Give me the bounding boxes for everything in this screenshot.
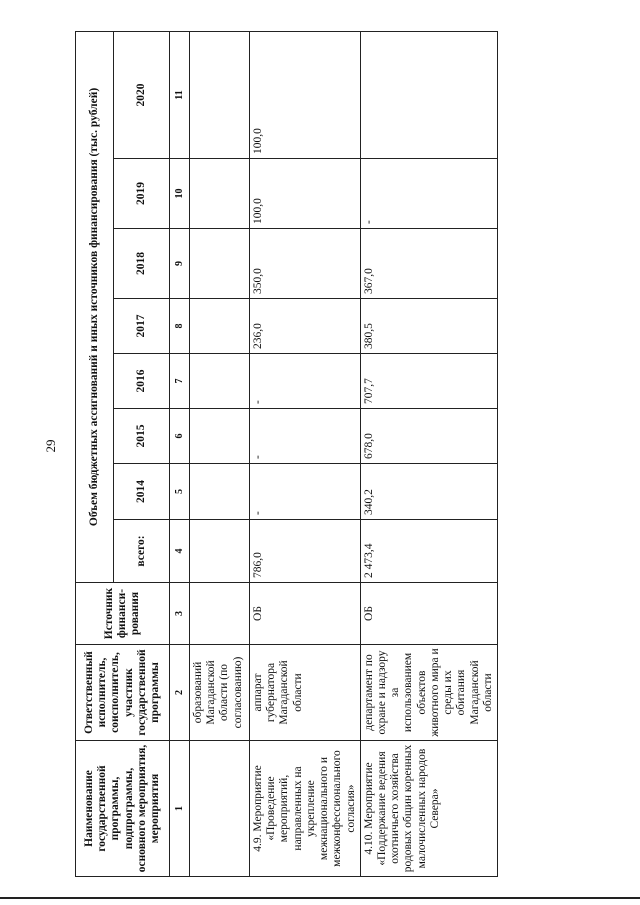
row-source-cell bbox=[190, 583, 250, 645]
row-responsible-cell: образований Магаданской области (по согласованию) bbox=[190, 645, 250, 741]
column-number: 10 bbox=[170, 159, 190, 229]
value-cell bbox=[190, 520, 250, 583]
row-source-cell: ОБ bbox=[360, 583, 497, 645]
table-row bbox=[190, 31, 250, 876]
column-number: 1 bbox=[170, 741, 190, 877]
header-year: 2018 bbox=[114, 229, 170, 299]
column-number: 8 bbox=[170, 299, 190, 354]
value-cell bbox=[190, 409, 250, 464]
value-cell: 367,0 bbox=[360, 229, 497, 299]
value-cell: 786,0 bbox=[250, 520, 361, 583]
table-row bbox=[360, 31, 497, 876]
value-cell bbox=[190, 31, 250, 158]
column-number: 11 bbox=[170, 31, 190, 158]
row-responsible-cell: департамент по охране и надзору за использованием объектов животного мира и среды их обитания Магаданской области bbox=[360, 645, 497, 741]
value-cell: 380,5 bbox=[360, 299, 497, 354]
rotated-page-content bbox=[75, 32, 494, 877]
column-number: 5 bbox=[170, 464, 190, 520]
value-cell: 340,2 bbox=[360, 464, 497, 520]
row-name-cell: 4.10. Мероприятие «Поддержание ведения охотничьего хозяйства родовых общин коренных малочисленных народов Севера» bbox=[360, 741, 497, 877]
value-cell: 678,0 bbox=[360, 409, 497, 464]
value-cell: - bbox=[250, 409, 361, 464]
value-cell bbox=[190, 354, 250, 409]
value-cell: 100,0 bbox=[250, 31, 361, 158]
header-responsible: Ответственный исполнитель, соисполнитель, участник государственной программы bbox=[76, 645, 170, 741]
value-cell: - bbox=[360, 159, 497, 229]
value-cell bbox=[190, 159, 250, 229]
column-number: 7 bbox=[170, 354, 190, 409]
value-cell bbox=[190, 229, 250, 299]
header-year: 2017 bbox=[114, 299, 170, 354]
column-number: 6 bbox=[170, 409, 190, 464]
column-number: 9 bbox=[170, 229, 190, 299]
header-name: Наименование государственной программы, подпрограммы, основного мероприятия, мероприятия bbox=[76, 741, 170, 877]
row-source-cell: ОБ bbox=[250, 583, 361, 645]
value-cell: 707,7 bbox=[360, 354, 497, 409]
row-responsible-cell: аппарат губернатора Магаданской области bbox=[250, 645, 361, 741]
value-cell bbox=[190, 299, 250, 354]
value-cell bbox=[190, 464, 250, 520]
header-source: Источник финанси-рования bbox=[76, 583, 170, 645]
row-name-cell: 4.9. Мероприятие «Проведение мероприятий, направленных на укрепление межнационального и межконфессионального согласия» bbox=[250, 741, 361, 877]
column-number: 4 bbox=[170, 520, 190, 583]
column-number-row bbox=[170, 31, 190, 876]
value-cell: 350,0 bbox=[250, 229, 361, 299]
row-name-cell bbox=[190, 741, 250, 877]
value-cell: 100,0 bbox=[250, 159, 361, 229]
header-year: 2014 bbox=[114, 464, 170, 520]
table-row bbox=[250, 31, 361, 876]
column-number: 2 bbox=[170, 645, 190, 741]
value-cell: - bbox=[250, 354, 361, 409]
value-cell: - bbox=[250, 464, 361, 520]
header-year: 2016 bbox=[114, 354, 170, 409]
header-year: 2019 bbox=[114, 159, 170, 229]
header-row-1 bbox=[76, 31, 114, 876]
bottom-scan-edge bbox=[0, 897, 640, 899]
header-budget-group: Объем бюджетных ассигнований и иных источников финансирования (тыс. рублей) bbox=[76, 31, 114, 582]
header-year: 2015 bbox=[114, 409, 170, 464]
header-total: всего: bbox=[114, 520, 170, 583]
value-cell: 2 473,4 bbox=[360, 520, 497, 583]
value-cell: 236,0 bbox=[250, 299, 361, 354]
header-year: 2020 bbox=[114, 31, 170, 158]
page-number: 29 bbox=[43, 439, 58, 453]
financing-table bbox=[75, 31, 498, 877]
column-number: 3 bbox=[170, 583, 190, 645]
value-cell bbox=[360, 31, 497, 158]
